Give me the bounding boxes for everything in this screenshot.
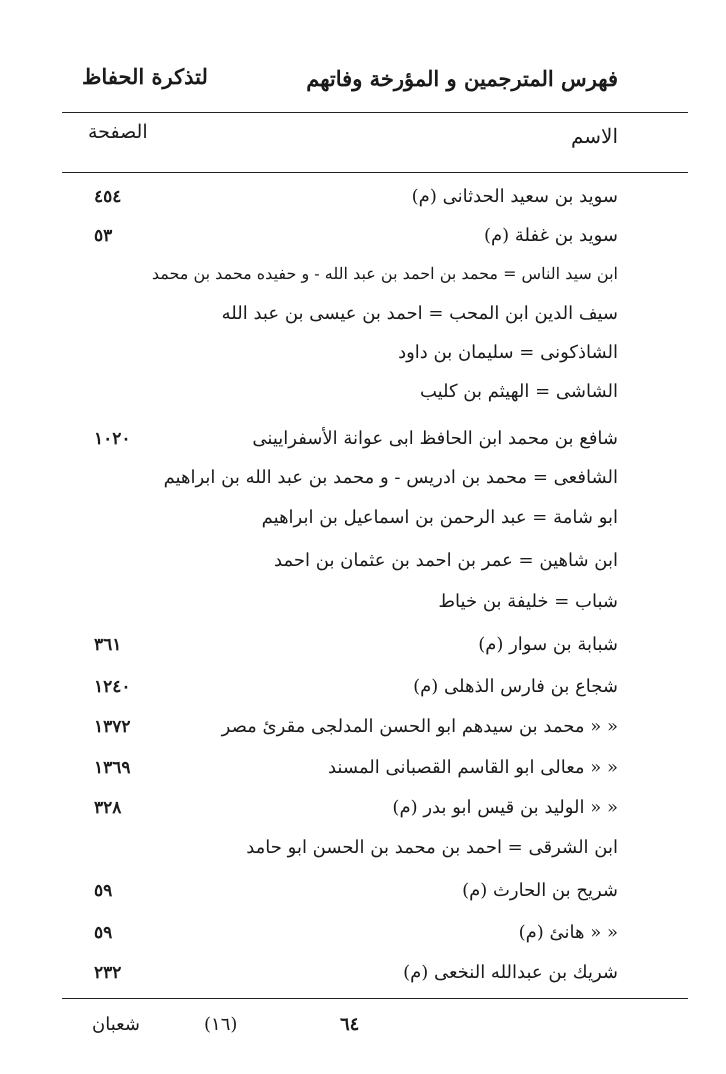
entry-page: ١٢٤٠ bbox=[94, 677, 131, 697]
columns-rule bbox=[62, 172, 688, 173]
index-entry bbox=[0, 463, 726, 501]
page-column-heading: الصفحة bbox=[88, 121, 148, 143]
entry-page: ١٣٧٢ bbox=[94, 717, 131, 737]
index-entry bbox=[0, 338, 726, 376]
entry-name: سويد بن غفلة (م) bbox=[483, 225, 618, 246]
entry-name: شريك بن عبدالله النخعى (م) bbox=[403, 962, 618, 983]
footer-page-number: ٦٤ bbox=[340, 1014, 360, 1035]
entry-name: « « الوليد بن قيس ابو بدر (م) bbox=[392, 797, 618, 818]
running-title: فهرس المترجمين و المؤرخة وفاتهم bbox=[306, 66, 618, 91]
footer-month: شعبان bbox=[92, 1014, 140, 1035]
entry-name: شباب = خليفة بن خياط bbox=[438, 591, 618, 612]
index-entry bbox=[0, 793, 726, 831]
index-entry bbox=[0, 299, 726, 337]
index-entry bbox=[0, 918, 726, 956]
index-entry bbox=[0, 672, 726, 710]
index-entry bbox=[0, 260, 726, 298]
entry-name: الشاشى = الهيثم بن كليب bbox=[419, 381, 618, 402]
entry-name: « « محمد بن سيدهم ابو الحسن المدلجى مقرئ مصر bbox=[221, 716, 618, 737]
index-entry bbox=[0, 958, 726, 996]
entry-name: الشاذكونى = سليمان بن داود bbox=[398, 342, 618, 363]
entry-page: ٤٥٤ bbox=[94, 187, 122, 207]
footer-rule bbox=[62, 998, 688, 999]
name-column-heading: الاسم bbox=[570, 124, 618, 148]
index-entry bbox=[0, 503, 726, 541]
entry-name: شبابة بن سوار (م) bbox=[478, 634, 618, 655]
index-entry bbox=[0, 753, 726, 791]
entry-page: ٣٦١ bbox=[94, 635, 122, 655]
entry-name: ابن شاهين = عمر بن احمد بن عثمان بن احمد bbox=[274, 550, 618, 571]
index-entry bbox=[0, 876, 726, 914]
entry-name: شافع بن محمد ابن الحافظ ابى عوانة الأسفرايينى bbox=[252, 428, 618, 449]
entry-name: ابن الشرقى = احمد بن محمد بن الحسن ابو حامد bbox=[246, 837, 618, 858]
entry-page: ١٣٦٩ bbox=[94, 758, 131, 778]
entry-name: ابن سيد الناس = محمد بن احمد بن عبد الله - و حفيده محمد بن محمد bbox=[151, 264, 618, 283]
entry-name: سويد بن سعيد الحدثانى (م) bbox=[411, 186, 618, 207]
index-entry bbox=[0, 424, 726, 462]
entry-page: ٥٣ bbox=[94, 226, 113, 246]
entry-name: سيف الدين ابن المحب = احمد بن عيسى بن عبد الله bbox=[221, 303, 618, 324]
entry-page: ٢٣٢ bbox=[94, 963, 122, 983]
entry-page: ٥٩ bbox=[94, 923, 113, 943]
index-entry bbox=[0, 221, 726, 259]
header-rule bbox=[62, 112, 688, 113]
index-entry bbox=[0, 546, 726, 584]
index-entry bbox=[0, 587, 726, 625]
entry-name: « « هانئ (م) bbox=[518, 922, 618, 943]
entry-page: ٣٢٨ bbox=[94, 798, 122, 818]
entry-page: ٥٩ bbox=[94, 881, 113, 901]
entry-name: شجاع بن فارس الذهلى (م) bbox=[413, 676, 618, 697]
index-entry bbox=[0, 182, 726, 220]
index-entry bbox=[0, 712, 726, 750]
index-entry bbox=[0, 630, 726, 668]
entry-page: ١٠٢٠ bbox=[94, 429, 131, 449]
entry-name: ابو شامة = عبد الرحمن بن اسماعيل بن ابراهيم bbox=[261, 507, 618, 528]
book-title: لتذكرة الحفاظ bbox=[82, 64, 208, 89]
entry-name: شريح بن الحارث (م) bbox=[462, 880, 618, 901]
index-entry bbox=[0, 377, 726, 415]
index-entry bbox=[0, 833, 726, 871]
entry-name: « « معالى ابو القاسم القصبانى المسند bbox=[327, 757, 618, 778]
footer-sheet-number: (١٦) bbox=[204, 1014, 238, 1035]
entry-name: الشافعى = محمد بن ادريس - و محمد بن عبد الله بن ابراهيم bbox=[163, 467, 618, 488]
